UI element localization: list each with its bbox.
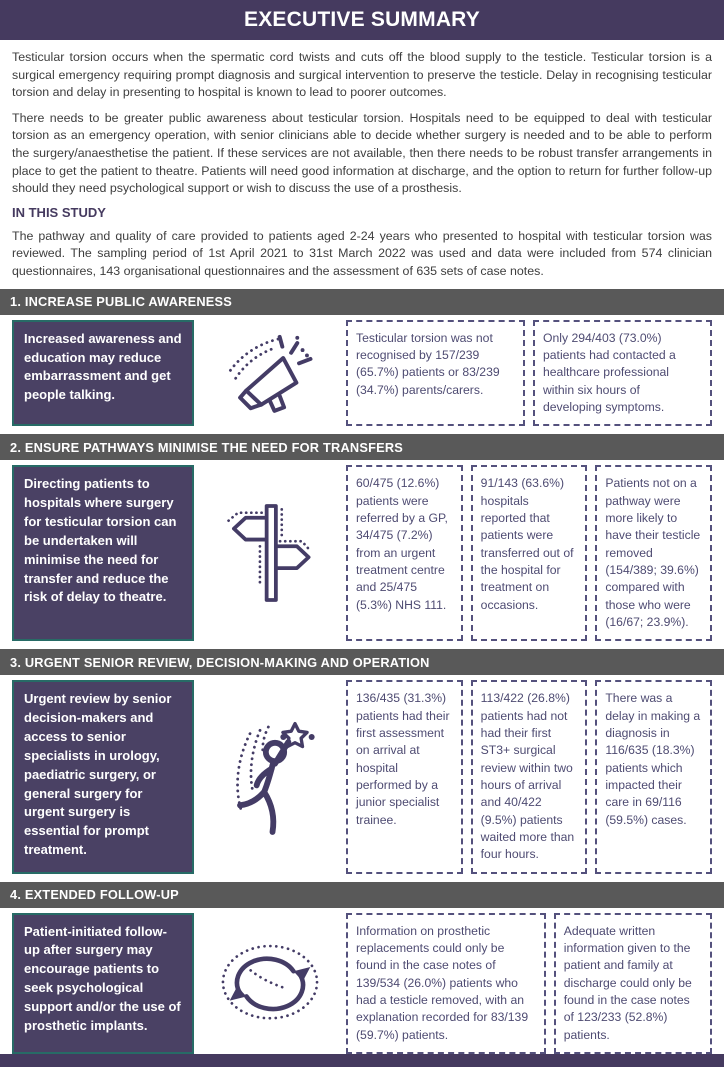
section-4-facts bbox=[346, 913, 712, 1054]
section-4-header-bar bbox=[0, 882, 724, 908]
fact-box bbox=[471, 680, 588, 873]
fact-box bbox=[595, 680, 712, 873]
section-pathways-transfers bbox=[0, 426, 724, 641]
section-2-facts bbox=[346, 465, 712, 641]
section-4-key-message-box bbox=[12, 913, 194, 1054]
jumping-person-star-icon bbox=[202, 680, 338, 873]
section-3-key-message: Urgent review by senior decision-makers and access to senior specialists in urology, paediatric surgery, or general surgery for urgent surgery is essential for prompt treatment. bbox=[24, 691, 172, 858]
fact-box bbox=[346, 913, 546, 1054]
section-3-header-bar bbox=[0, 649, 724, 675]
fact-text: 136/435 (31.3%) patients had their first assessment on arrival at hospital performed by a junior specialist trainee. bbox=[356, 691, 450, 827]
fact-box bbox=[346, 680, 463, 873]
section-3-key-message-box bbox=[12, 680, 194, 873]
section-1-content bbox=[0, 315, 724, 427]
page-title: EXECUTIVE SUMMARY bbox=[244, 8, 480, 31]
fact-text: 113/422 (26.8%) patients had not had their first ST3+ surgical review within two hours of arrival and 40/422 (9.5%) patients waited more than four hours. bbox=[480, 691, 575, 862]
section-2-key-message-box bbox=[12, 465, 194, 641]
fact-box bbox=[346, 320, 525, 427]
intro-paragraph-2: There needs to be greater public awareness about testicular torsion. Hospitals need to be equipped to deal with testicular torsion as an emergency operation, with senior clinicians able to decide whether surgery is needed and to be able to perform the surgery/anaesthetise the patient. If these services are not available, then there needs to be robust transfer arrangements in place to get the patient to theatre. Patients will need good information at discharge, and the option to return for further follow-up should they need psychological support or wish to discuss the use of a prosthesis. bbox=[12, 110, 712, 196]
signpost-icon bbox=[202, 465, 338, 641]
fact-box bbox=[471, 465, 588, 641]
fact-box bbox=[346, 465, 463, 641]
fact-text: There was a delay in making a diagnosis in 116/635 (18.3%) patients which impacted their care in 69/116 (59.5%) cases. bbox=[605, 691, 701, 827]
fact-text: Patients not on a pathway were more likely to have their testicle removed (154/389; 39.6%) compared with those who were (16/67; 23.9%). bbox=[605, 476, 701, 629]
fact-box bbox=[533, 320, 712, 427]
section-1-key-message-box bbox=[12, 320, 194, 427]
fact-text: Information on prosthetic replacements could only be found in the case notes of 139/534 (26.0%) patients who had a testicle removed, with an explanation recorded for 83/139 (59.7%) patients. bbox=[356, 923, 529, 1042]
fact-box bbox=[554, 913, 712, 1054]
page-header-bar bbox=[0, 0, 724, 40]
section-increase-public-awareness bbox=[0, 281, 724, 427]
page-footer-bar bbox=[0, 1054, 724, 1067]
intro-paragraph-1: Testicular torsion occurs when the spermatic cord twists and cuts off the blood supply to the testicle. Testicular torsion is a surgical emergency requiring prompt diagnosis and surgical intervention to preserve the testicle. Delay in recognising testicular torsion and delay in presenting to hospital is known to lead to poorer outcomes. bbox=[12, 50, 712, 100]
section-2-key-message: Directing patients to hospitals where surgery for testicular torsion can be undertaken will minimise the need for transfer and reduce the risk of delay to theatre. bbox=[24, 476, 177, 605]
section-1-key-message: Increased awareness and education may reduce embarrassment and get people talking. bbox=[24, 330, 182, 403]
section-2-header-bar bbox=[0, 434, 724, 460]
section-4-key-message: Patient-initiated follow-up after surgery may encourage patients to seek psychological support and/or the use of prosthetic implants. bbox=[24, 923, 181, 1033]
fact-box bbox=[595, 465, 712, 641]
section-extended-follow-up bbox=[0, 874, 724, 1054]
section-2-content bbox=[0, 460, 724, 641]
fact-text: Adequate written information given to the patient and family at discharge could only be found in the case notes of 123/233 (52.8%) patients. bbox=[563, 923, 692, 1042]
megaphone-icon bbox=[202, 320, 338, 427]
fact-text: Testicular torsion was not recognised by 157/239 (65.7%) patients or 83/239 (34.7%) parents/carers. bbox=[356, 330, 500, 397]
section-3-content bbox=[0, 675, 724, 873]
section-4-content bbox=[0, 908, 724, 1054]
section-1-header-bar bbox=[0, 289, 724, 315]
fact-text: Only 294/403 (73.0%) patients had contacted a healthcare professional within six hours of developing symptoms. bbox=[543, 330, 676, 415]
section-3-facts bbox=[346, 680, 712, 873]
fact-text: 91/143 (63.6%) hospitals reported that patients were transferred out of the hospital for treatment on occasions. bbox=[480, 476, 574, 612]
section-3-title: 3. URGENT SENIOR REVIEW, DECISION-MAKING AND OPERATION bbox=[10, 654, 430, 670]
section-1-title: 1. INCREASE PUBLIC AWARENESS bbox=[10, 294, 232, 310]
section-4-title: 4. EXTENDED FOLLOW-UP bbox=[10, 887, 179, 903]
section-2-title: 2. ENSURE PATHWAYS MINIMISE THE NEED FOR TRANSFERS bbox=[10, 439, 403, 455]
in-this-study-heading: IN THIS STUDY bbox=[12, 204, 106, 220]
cycle-arrows-icon bbox=[202, 913, 338, 1054]
section-1-facts bbox=[346, 320, 712, 427]
section-senior-review-operation bbox=[0, 641, 724, 873]
fact-text: 60/475 (12.6%) patients were referred by a GP, 34/475 (7.2%) from an urgent treatment centre and 25/475 (5.3%) NHS 111. bbox=[356, 476, 448, 612]
study-paragraph: The pathway and quality of care provided to patients aged 2-24 years who presented to hospital with testicular torsion was reviewed. The sampling period of 1st April 2021 to 31st March 2022 was used and data were included from 574 clinician questionnaires, 143 organisational questionnaires and the assessment of 635 sets of case notes. bbox=[12, 228, 712, 279]
